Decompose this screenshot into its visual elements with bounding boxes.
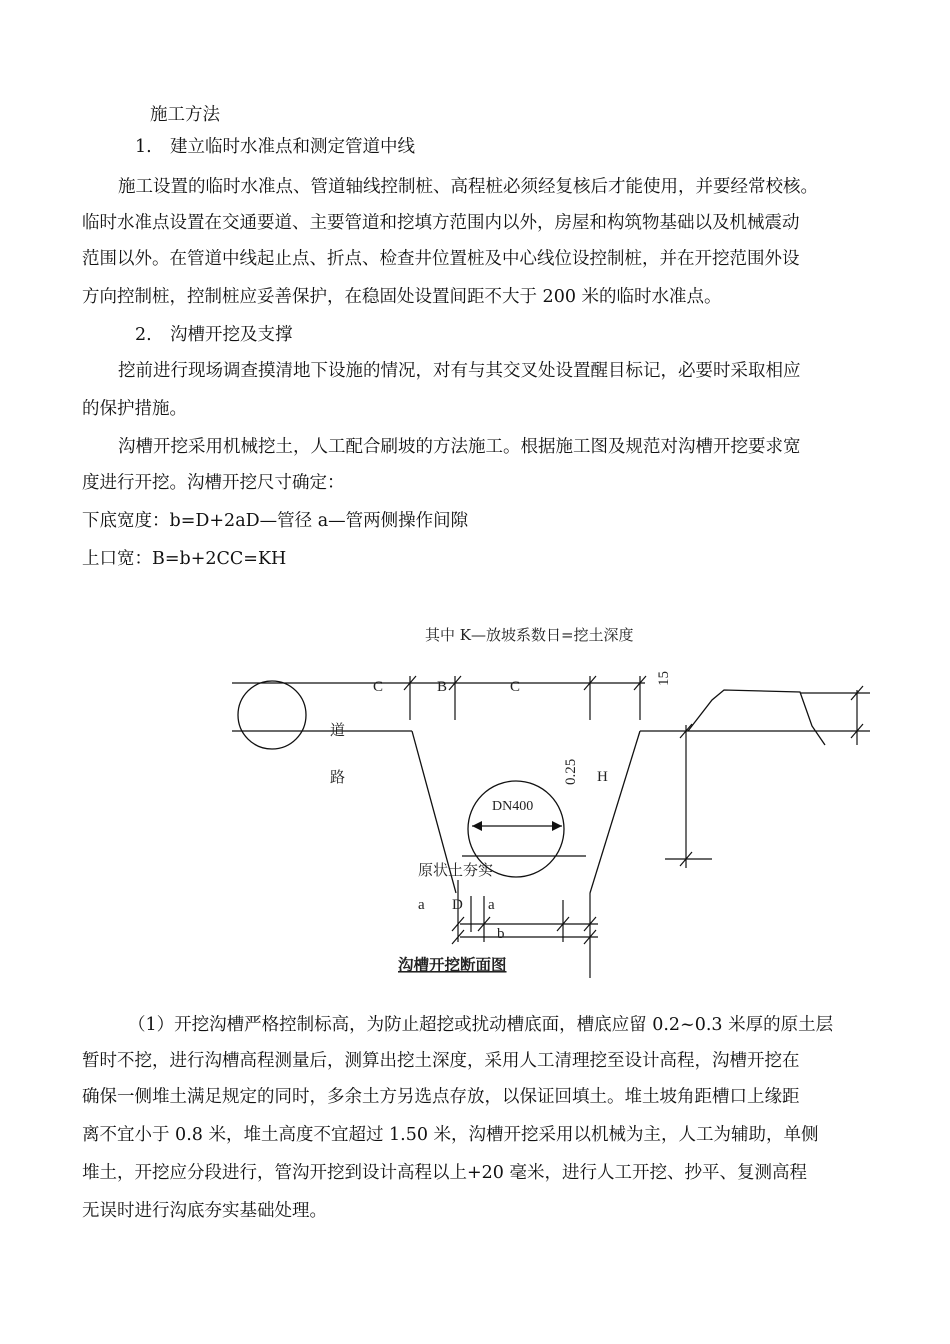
para4-line: 暂时不挖，进行沟槽高程测量后，测算出挖土深度，采用人工清理挖至设计高程，沟槽开挖在 — [82, 1051, 800, 1071]
para4-line: 无误时进行沟底夯实基础处理。 — [82, 1201, 327, 1221]
label-a-right: a — [488, 897, 495, 913]
left-circle-symbol — [238, 681, 306, 749]
diagram-title: 沟槽开挖断面图 — [398, 955, 507, 974]
label-d: D — [452, 897, 463, 913]
para4-line: 离不宜小于 0.8 米，堆土高度不宜超过 1.50 米，沟槽开挖采用以机械为主，人工为辅助，单侧 — [82, 1125, 819, 1145]
para1-line: 施工设置的临时水准点、管道轴线控制桩、高程桩必须经复核后才能使用，并要经常校核。 — [118, 177, 818, 197]
para1-line: 范围以外。在管道中线起止点、折点、检查井位置桩及中心线位设控制桩，并在开挖范围外设 — [82, 249, 800, 269]
arrow-head-right — [552, 821, 562, 831]
para4-line: （1）开挖沟槽严格控制标高，为防止超挖或扰动槽底面，槽底应留 0.2~0.3 米厚的原土层 — [128, 1015, 834, 1035]
label-road-1: 道 — [330, 721, 346, 739]
label-h: H — [597, 769, 608, 785]
item-2-heading: 沟槽开挖及支撑 — [170, 325, 293, 345]
label-dn400: DN400 — [492, 799, 534, 814]
item-1-heading: 建立临时水准点和测定管道中线 — [170, 137, 415, 157]
label-15: 15 — [656, 671, 672, 686]
label-b-lower: b — [497, 926, 505, 942]
item-1-number: 1. — [135, 137, 152, 157]
label-road-2: 路 — [330, 768, 346, 786]
para3-line: 度进行开挖。沟槽开挖尺寸确定： — [82, 473, 345, 493]
formula-top-width: 上口宽：B=b+2CC=KH — [82, 549, 287, 569]
diagram-caption: 其中 K—放坡系数日=挖土深度 — [425, 626, 634, 644]
para1-line: 方向控制桩，控制桩应妥善保护，在稳固处设置间距不大于 200 米的临时水准点。 — [82, 287, 722, 307]
label-a-left: a — [418, 897, 425, 913]
para2-line: 挖前进行现场调查摸清地下设施的情况，对有与其交叉处设置醒目标记，必要时采取相应 — [118, 361, 801, 381]
bottom-dimension-ticks — [452, 917, 596, 944]
para4-line: 堆土，开挖应分段进行，管沟开挖到设计高程以上+20 毫米，进行人工开挖、抄平、复测高程 — [82, 1163, 807, 1183]
para1-line: 临时水准点设置在交通要道、主要管道和挖填方范围内以外，房屋和构筑物基础以及机械震动 — [82, 213, 800, 233]
formula-bottom-width: 下底宽度：b=D+2aD—管径 a—管两侧操作间隙 — [82, 511, 469, 531]
trench-section-diagram — [0, 600, 950, 990]
arrow-head-left — [472, 821, 482, 831]
label-c-left: C — [373, 679, 384, 695]
section-title: 施工方法 — [150, 105, 220, 125]
label-undisturbed-soil: 原状土夯实 — [418, 861, 494, 879]
spoil-heap — [688, 690, 825, 745]
para3-line: 沟槽开挖采用机械挖土，人工配合刷坡的方法施工。根据施工图及规范对沟槽开挖要求宽 — [118, 437, 801, 457]
label-b-upper: B — [437, 679, 448, 695]
label-c-right: C — [510, 679, 521, 695]
trench-wall-right — [590, 731, 640, 893]
para2-line: 的保护措施。 — [82, 399, 187, 419]
para4-line: 确保一侧堆土满足规定的同时，多余土方另选点存放，以保证回填土。堆土坡角距槽口上缘距 — [82, 1087, 800, 1107]
item-2-number: 2. — [135, 325, 152, 345]
label-025: 0.25 — [563, 758, 579, 785]
